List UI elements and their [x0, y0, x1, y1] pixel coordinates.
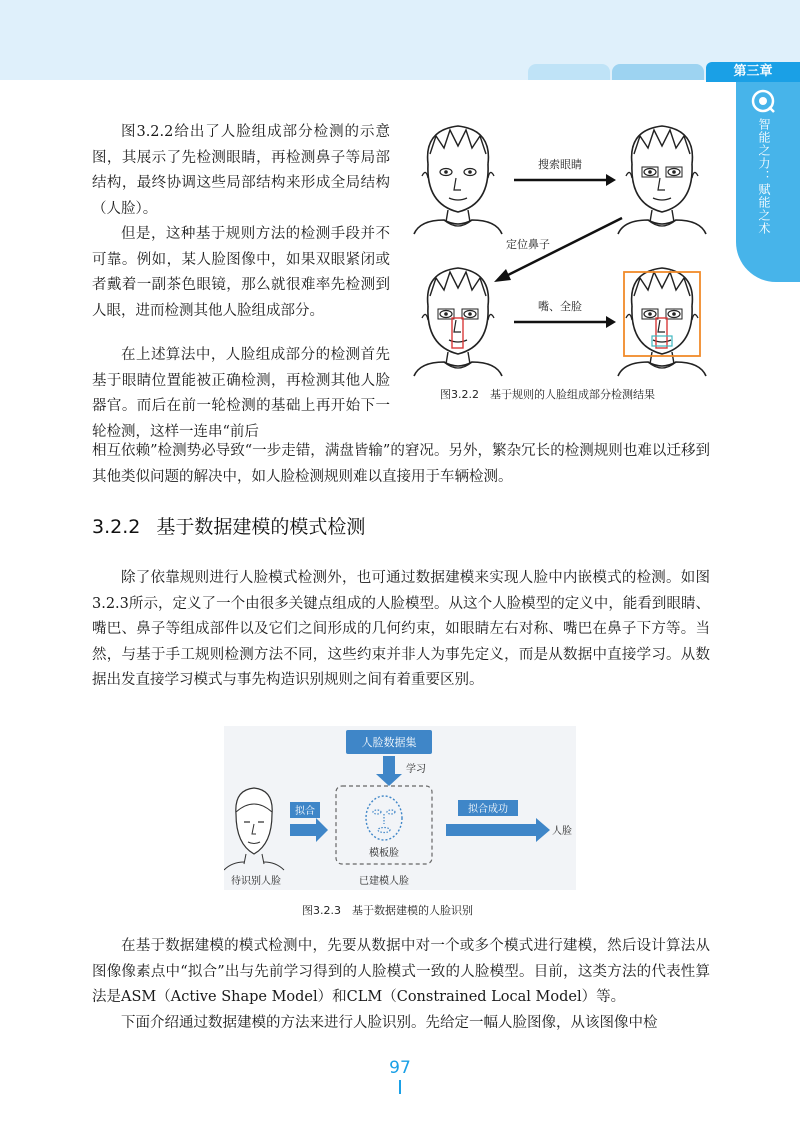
face-nose-found [414, 268, 502, 376]
chapter-label: 第三章 [706, 62, 800, 82]
side-book-title: 智能之力：赋能之术 [757, 118, 771, 235]
section-number: 3.2.2 [92, 516, 141, 538]
section-title: 基于数据建模的模式检测 [156, 516, 366, 538]
label-mouth-face: 嘴、全脸 [538, 300, 582, 313]
face-label: 人脸 [552, 826, 572, 837]
label-search-eyes: 搜索眼睛 [538, 158, 582, 171]
paragraph: 下面介绍通过数据建模的方法来进行人脸识别。先给定一幅人脸图像，从该图像中检 [121, 1015, 658, 1031]
fit-success-label: 拟合成功 [468, 804, 508, 815]
arrow-right-icon [514, 174, 616, 186]
template-label: 模板脸 [369, 848, 399, 859]
built-model-label: 已建模人脸 [359, 876, 409, 887]
arrow-right-icon [514, 316, 616, 328]
figure-rule-based-detection [410, 118, 710, 380]
paragraph: 在上述算法中，人脸组成部分的检测首先基于眼睛位置能被正确检测，再检测其他人脸器官。而后在前一轮检测的基础上再开始下一轮检测，这样一连串“前后 [92, 347, 390, 440]
to-recognize-label: 待识别人脸 [231, 876, 281, 887]
paragraph: 在基于数据建模的模式检测中，先要从数据中对一个或多个模式进行建模，然后设计算法从图像像素点中“拟合”出与先前学习得到的人脸模式一致的人脸模型。目前，这类方法的代表性算法是ASM（Active Shape Model）和CLM（Constrained Local Model）等。 [92, 938, 710, 1005]
paragraph: 除了依靠规则进行人脸模式检测外，也可通过数据建模来实现人脸中内嵌模式的检测。如图3.2.3所示，定义了一个由很多关键点组成的人脸模型。从这个人脸模型的定义中，能看到眼睛、嘴巴、鼻子等组成部件以及它们之间形成的几何约束，如眼睛左右对称、嘴巴在鼻子下方等。当然，与基于手工规则检测方法不同，这些约束并非人为事先定义，而是从数据中直接学习。从数据出发直接学习模式与事先构造识别规则之间有着重要区别。 [92, 570, 710, 688]
fit-label: 拟合 [295, 806, 315, 817]
face-eyes-found [618, 126, 706, 234]
paragraph: 但是，这种基于规则方法的检测手段并不可靠。例如，某人脸图像中，如果双眼紧闭或者戴着一副茶色眼镜，那么就很难率先检测到人眼，进而检测其他人脸组成部分。 [92, 226, 390, 319]
face-original [414, 126, 502, 234]
dataset-label: 人脸数据集 [361, 736, 417, 749]
figure-data-modeling [224, 726, 576, 890]
paragraph: 相互依赖”检测势必导致“一步走错，满盘皆输”的窘况。另外，繁杂冗长的检测规则也难以迁移到其他类似问题的解决中，如人脸检测规则难以直接用于车辆检测。 [92, 443, 710, 485]
figure-caption: 图3.2.3 基于数据建模的人脸识别 [302, 904, 473, 917]
figure-caption: 图3.2.2 基于规则的人脸组成部分检测结果 [440, 388, 655, 401]
page-number-tick [399, 1080, 401, 1094]
section-heading [92, 512, 365, 539]
face-full-detected [618, 268, 706, 376]
brain-logo-icon [750, 88, 776, 114]
header-tab-decor [528, 64, 610, 80]
paragraph: 图3.2.2给出了人脸组成部分检测的示意图，其展示了先检测眼睛，再检测鼻子等局部结构，最终协调这些局部结构来形成全局结构（人脸）。 [92, 124, 390, 217]
page-number: 97 [389, 1058, 411, 1078]
learn-label: 学习 [406, 764, 426, 775]
label-locate-nose: 定位鼻子 [506, 238, 550, 251]
header-tab-decor [612, 64, 704, 80]
